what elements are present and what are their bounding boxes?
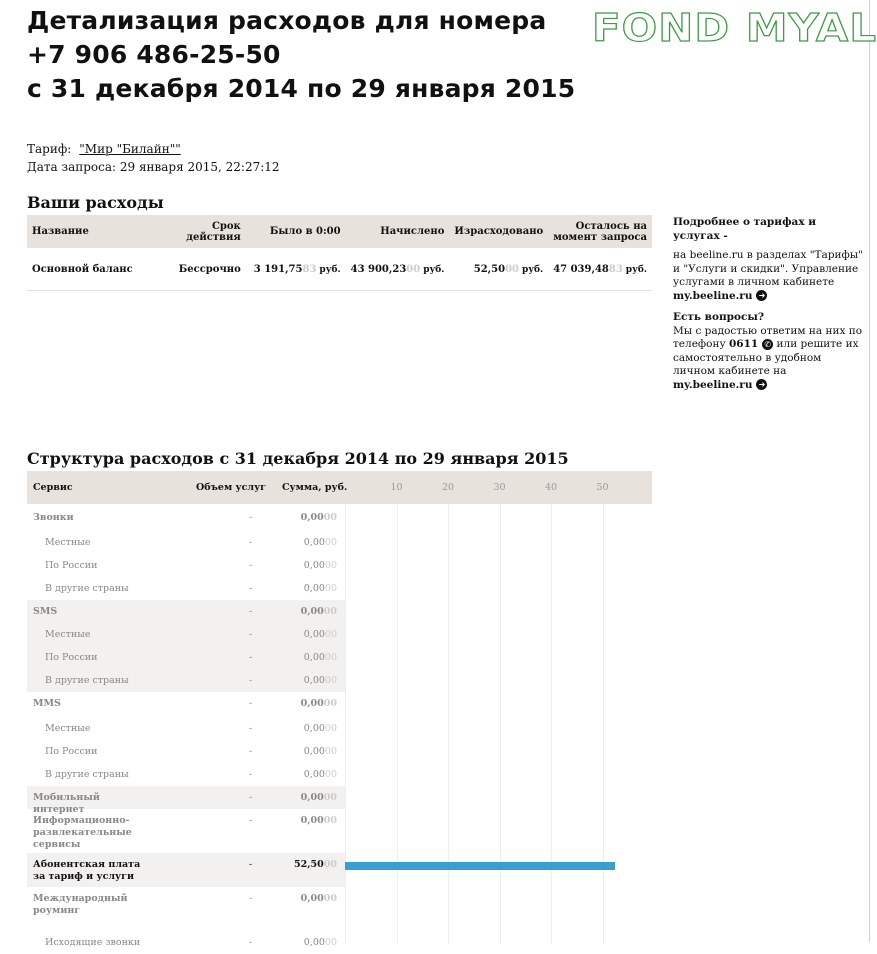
list-item xyxy=(27,853,345,887)
tariff-label: Тариф: xyxy=(27,142,72,156)
col-charged: Начислено xyxy=(346,215,450,248)
grid-line xyxy=(345,504,346,944)
grid-line xyxy=(603,504,604,944)
list-item xyxy=(27,646,345,669)
col-sum: Сумма, руб. xyxy=(282,482,348,493)
service-name: MMS xyxy=(33,698,61,709)
balance-validity: Бессрочно xyxy=(160,248,245,291)
axis-tick-label: 20 xyxy=(442,482,455,493)
service-sum: 0,0000 xyxy=(300,893,337,904)
service-name: В другие страны xyxy=(45,675,129,686)
structure-header xyxy=(27,471,652,504)
structure-heading: Структура расходов с 31 декабря 2014 по 29 января 2015 xyxy=(27,449,569,468)
list-item xyxy=(27,887,345,931)
cabinet-link-1[interactable]: my.beeline.ru xyxy=(673,289,753,302)
page-title xyxy=(27,4,575,106)
list-item xyxy=(27,623,345,646)
watermark-logo: FOND MYAL xyxy=(592,6,877,50)
service-sum: 0,0000 xyxy=(303,675,337,686)
list-item xyxy=(27,506,345,531)
service-sum: 0,0000 xyxy=(303,723,337,734)
service-volume: - xyxy=(249,606,253,617)
list-item xyxy=(27,554,345,577)
service-sum: 0,0000 xyxy=(303,937,337,948)
service-volume: - xyxy=(249,537,253,548)
service-name: По России xyxy=(45,746,98,757)
request-date: Дата запроса: 29 января 2015, 22:27:12 xyxy=(27,160,280,174)
service-volume: - xyxy=(249,746,253,757)
cabinet-link-2[interactable]: my.beeline.ru xyxy=(673,378,753,391)
title-line-3: с 31 декабря 2014 по 29 января 2015 xyxy=(27,74,576,103)
grid-line xyxy=(448,504,449,944)
col-name: Название xyxy=(27,215,160,248)
list-item xyxy=(27,786,345,815)
service-sum: 0,0000 xyxy=(303,560,337,571)
service-volume: - xyxy=(249,769,253,780)
title-line-1: Детализация расходов для номера xyxy=(27,6,547,35)
service-sum: 0,0000 xyxy=(303,652,337,663)
service-name: Местные xyxy=(45,537,91,548)
grid-line xyxy=(397,504,398,944)
service-volume: - xyxy=(249,652,253,663)
service-name: По России xyxy=(45,560,98,571)
service-volume: - xyxy=(249,629,253,640)
more-heading: Подробнее о тарифах и услугах - xyxy=(673,216,817,242)
service-sum: 0,0000 xyxy=(300,512,337,523)
service-volume: - xyxy=(249,792,253,803)
list-item xyxy=(27,931,345,954)
service-name: В другие страны xyxy=(45,583,129,594)
axis-tick-label: 40 xyxy=(545,482,558,493)
col-validity: Срок действия xyxy=(160,215,245,248)
support-phone[interactable]: 0611 xyxy=(728,338,759,350)
info-sidebar xyxy=(673,216,863,400)
phone-icon: ✆ xyxy=(762,339,773,350)
axis-tick-label: 30 xyxy=(493,482,506,493)
service-name: Звонки xyxy=(33,512,74,523)
service-name: В другие страны xyxy=(45,769,129,780)
balance-name: Основной баланс xyxy=(27,248,160,291)
list-item xyxy=(27,692,345,717)
service-volume: - xyxy=(249,893,253,904)
questions-text-1: Мы с радостью ответим на них по телефону xyxy=(673,324,863,350)
service-volume: - xyxy=(249,675,253,686)
service-name: По России xyxy=(45,652,98,663)
page-right-border xyxy=(869,0,870,942)
service-name: Местные xyxy=(45,629,91,640)
tariff-link[interactable]: "Мир "Билайн"" xyxy=(79,142,181,156)
axis-tick-label: 50 xyxy=(596,482,609,493)
service-volume: - xyxy=(249,815,253,826)
list-item xyxy=(27,809,345,853)
balance-spent: 52,5000 руб. xyxy=(449,248,548,291)
balance-charged: 43 900,2300 руб. xyxy=(346,248,450,291)
service-volume: - xyxy=(249,937,253,948)
list-item xyxy=(27,600,345,623)
service-name: SMS xyxy=(33,606,58,617)
service-volume: - xyxy=(249,560,253,571)
service-volume: - xyxy=(249,698,253,709)
service-sum: 52,5000 xyxy=(294,859,337,870)
service-sum: 0,0000 xyxy=(303,769,337,780)
questions-heading: Есть вопросы? xyxy=(673,311,765,323)
service-name: Мобильный интернет xyxy=(33,792,100,815)
balance-was: 3 191,7583 руб. xyxy=(246,248,346,291)
col-service: Сервис xyxy=(33,482,73,493)
list-item xyxy=(27,763,345,786)
expenses-table xyxy=(27,215,652,291)
service-volume: - xyxy=(249,859,253,870)
list-item xyxy=(27,669,345,692)
service-name: Международный роуминг xyxy=(33,893,128,916)
grid-line xyxy=(551,504,552,944)
grid-line xyxy=(500,504,501,944)
list-item xyxy=(27,717,345,740)
balance-left: 47 039,4883 руб. xyxy=(548,248,652,291)
request-meta xyxy=(27,140,280,176)
service-sum: 0,0000 xyxy=(303,629,337,640)
col-left: Осталось на момент запроса xyxy=(548,215,652,248)
structure-table xyxy=(27,471,652,948)
axis-tick-label: 10 xyxy=(390,482,403,493)
col-was: Было в 0:00 xyxy=(246,215,346,248)
expenses-heading: Ваши расходы xyxy=(27,193,164,212)
service-name: Информационно- развлекательные сервисы xyxy=(33,815,132,850)
service-sum: 0,0000 xyxy=(300,698,337,709)
list-item xyxy=(27,577,345,600)
service-volume: - xyxy=(249,723,253,734)
service-sum: 0,0000 xyxy=(303,583,337,594)
table-row xyxy=(27,248,652,291)
service-volume: - xyxy=(249,583,253,594)
service-name: Абонентская плата за тариф и услуги xyxy=(33,859,141,882)
title-line-2: +7 906 486-25-50 xyxy=(27,40,281,69)
service-sum: 0,0000 xyxy=(303,746,337,757)
list-item xyxy=(27,531,345,554)
service-sum: 0,0000 xyxy=(300,792,337,803)
col-spent: Израсходовано xyxy=(449,215,548,248)
service-name: Местные xyxy=(45,723,91,734)
service-name: Исходящие звонки xyxy=(45,937,141,948)
more-text: на beeline.ru в разделах "Тарифы" и "Услуги и скидки". Управление услугами в личном кабинете xyxy=(673,249,863,288)
arrow-right-icon[interactable]: ➜ xyxy=(756,379,767,390)
arrow-right-icon[interactable]: ➜ xyxy=(756,290,767,301)
list-item xyxy=(27,740,345,763)
expense-bar xyxy=(345,862,615,870)
service-sum: 0,0000 xyxy=(300,815,337,826)
service-sum: 0,0000 xyxy=(303,537,337,548)
service-sum: 0,0000 xyxy=(300,606,337,617)
service-volume: - xyxy=(249,512,253,523)
questions-text-2: или решите их самостоятельно в удобном личном кабинете на xyxy=(673,338,859,377)
col-volume: Объем услуг xyxy=(196,482,266,493)
